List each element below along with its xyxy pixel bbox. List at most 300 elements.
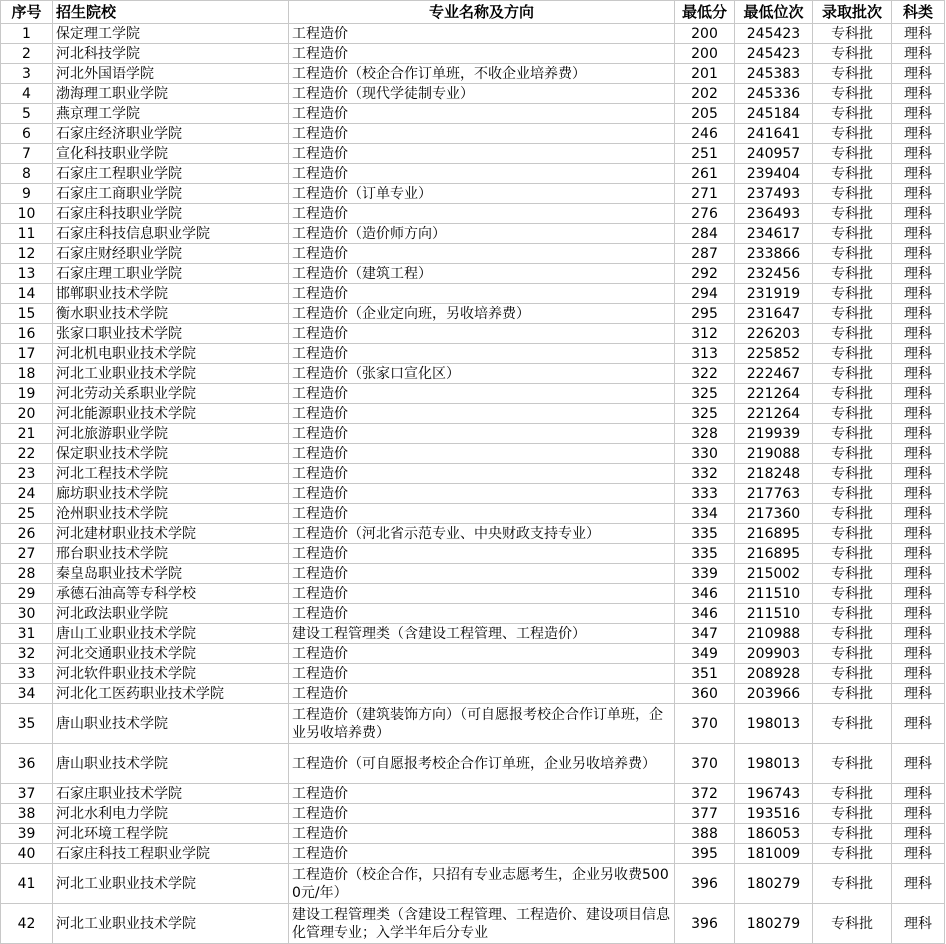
cell-batch: 专科批 bbox=[813, 224, 892, 244]
cell-min-rank: 217360 bbox=[735, 504, 813, 524]
cell-batch: 专科批 bbox=[813, 664, 892, 684]
cell-major: 工程造价（建筑工程） bbox=[289, 264, 675, 284]
table-header bbox=[1, 1, 945, 24]
table-row bbox=[1, 264, 945, 284]
cell-min-rank: 211510 bbox=[735, 604, 813, 624]
cell-min-score: 396 bbox=[675, 904, 735, 944]
cell-index: 9 bbox=[1, 184, 53, 204]
cell-category: 理科 bbox=[892, 744, 945, 784]
cell-min-rank: 218248 bbox=[735, 464, 813, 484]
table-row bbox=[1, 124, 945, 144]
cell-index: 27 bbox=[1, 544, 53, 564]
cell-school: 河北劳动关系职业学院 bbox=[53, 384, 289, 404]
table-row bbox=[1, 364, 945, 384]
table-row bbox=[1, 564, 945, 584]
cell-category: 理科 bbox=[892, 224, 945, 244]
cell-batch: 专科批 bbox=[813, 464, 892, 484]
cell-major: 工程造价（校企合作订单班，不收企业培养费） bbox=[289, 64, 675, 84]
cell-school: 河北水利电力学院 bbox=[53, 804, 289, 824]
cell-min-rank: 245336 bbox=[735, 84, 813, 104]
cell-index: 26 bbox=[1, 524, 53, 544]
cell-major: 工程造价 bbox=[289, 824, 675, 844]
cell-school: 承德石油高等专科学校 bbox=[53, 584, 289, 604]
cell-min-score: 294 bbox=[675, 284, 735, 304]
cell-batch: 专科批 bbox=[813, 364, 892, 384]
cell-index: 5 bbox=[1, 104, 53, 124]
cell-category: 理科 bbox=[892, 684, 945, 704]
header-school: 招生院校 bbox=[53, 1, 289, 24]
cell-index: 40 bbox=[1, 844, 53, 864]
table-row bbox=[1, 704, 945, 744]
table-row bbox=[1, 184, 945, 204]
cell-major: 工程造价 bbox=[289, 424, 675, 444]
cell-min-score: 276 bbox=[675, 204, 735, 224]
cell-min-score: 261 bbox=[675, 164, 735, 184]
cell-batch: 专科批 bbox=[813, 424, 892, 444]
cell-batch: 专科批 bbox=[813, 24, 892, 44]
table-row bbox=[1, 44, 945, 64]
cell-category: 理科 bbox=[892, 604, 945, 624]
cell-min-score: 325 bbox=[675, 404, 735, 424]
cell-major: 建设工程管理类（含建设工程管理、工程造价） bbox=[289, 624, 675, 644]
cell-min-score: 335 bbox=[675, 524, 735, 544]
cell-batch: 专科批 bbox=[813, 44, 892, 64]
table-row bbox=[1, 684, 945, 704]
cell-major: 工程造价 bbox=[289, 464, 675, 484]
cell-batch: 专科批 bbox=[813, 744, 892, 784]
cell-min-score: 251 bbox=[675, 144, 735, 164]
cell-min-rank: 219088 bbox=[735, 444, 813, 464]
table-row bbox=[1, 304, 945, 324]
cell-school: 石家庄财经职业学院 bbox=[53, 244, 289, 264]
cell-min-score: 200 bbox=[675, 24, 735, 44]
cell-index: 18 bbox=[1, 364, 53, 384]
cell-school: 河北工业职业技术学院 bbox=[53, 364, 289, 384]
cell-school: 河北工业职业技术学院 bbox=[53, 904, 289, 944]
cell-category: 理科 bbox=[892, 544, 945, 564]
cell-min-rank: 240957 bbox=[735, 144, 813, 164]
cell-major: 工程造价 bbox=[289, 24, 675, 44]
cell-batch: 专科批 bbox=[813, 484, 892, 504]
cell-major: 工程造价（现代学徒制专业） bbox=[289, 84, 675, 104]
table-row bbox=[1, 664, 945, 684]
cell-major: 工程造价 bbox=[289, 844, 675, 864]
cell-school: 张家口职业技术学院 bbox=[53, 324, 289, 344]
cell-school: 河北工业职业技术学院 bbox=[53, 864, 289, 904]
cell-index: 22 bbox=[1, 444, 53, 464]
cell-school: 河北交通职业技术学院 bbox=[53, 644, 289, 664]
cell-batch: 专科批 bbox=[813, 104, 892, 124]
cell-major: 工程造价（订单专业） bbox=[289, 184, 675, 204]
cell-batch: 专科批 bbox=[813, 504, 892, 524]
table-row bbox=[1, 824, 945, 844]
cell-category: 理科 bbox=[892, 704, 945, 744]
cell-major: 建设工程管理类（含建设工程管理、工程造价、建设项目信息化管理专业；入学半年后分专业 bbox=[289, 904, 675, 944]
header-batch: 录取批次 bbox=[813, 1, 892, 24]
cell-batch: 专科批 bbox=[813, 124, 892, 144]
cell-category: 理科 bbox=[892, 124, 945, 144]
cell-min-rank: 221264 bbox=[735, 384, 813, 404]
cell-min-rank: 216895 bbox=[735, 544, 813, 564]
cell-major: 工程造价（可自愿报考校企合作订单班，企业另收培养费） bbox=[289, 744, 675, 784]
cell-major: 工程造价（企业定向班，另收培养费） bbox=[289, 304, 675, 324]
cell-min-rank: 180279 bbox=[735, 864, 813, 904]
cell-school: 燕京理工学院 bbox=[53, 104, 289, 124]
cell-min-rank: 245423 bbox=[735, 24, 813, 44]
cell-school: 石家庄经济职业学院 bbox=[53, 124, 289, 144]
cell-min-score: 349 bbox=[675, 644, 735, 664]
cell-min-rank: 210988 bbox=[735, 624, 813, 644]
table-row bbox=[1, 844, 945, 864]
cell-school: 石家庄科技工程职业学院 bbox=[53, 844, 289, 864]
table-row bbox=[1, 644, 945, 664]
cell-index: 13 bbox=[1, 264, 53, 284]
table-row bbox=[1, 204, 945, 224]
cell-category: 理科 bbox=[892, 904, 945, 944]
cell-min-rank: 233866 bbox=[735, 244, 813, 264]
cell-category: 理科 bbox=[892, 524, 945, 544]
cell-school: 渤海理工职业学院 bbox=[53, 84, 289, 104]
cell-category: 理科 bbox=[892, 104, 945, 124]
cell-category: 理科 bbox=[892, 484, 945, 504]
cell-min-score: 346 bbox=[675, 584, 735, 604]
cell-index: 17 bbox=[1, 344, 53, 364]
cell-min-score: 370 bbox=[675, 744, 735, 784]
cell-category: 理科 bbox=[892, 324, 945, 344]
cell-major: 工程造价 bbox=[289, 644, 675, 664]
cell-batch: 专科批 bbox=[813, 164, 892, 184]
cell-major: 工程造价 bbox=[289, 104, 675, 124]
cell-index: 7 bbox=[1, 144, 53, 164]
cell-min-rank: 226203 bbox=[735, 324, 813, 344]
cell-category: 理科 bbox=[892, 824, 945, 844]
cell-min-rank: 211510 bbox=[735, 584, 813, 604]
cell-index: 25 bbox=[1, 504, 53, 524]
cell-min-rank: 217763 bbox=[735, 484, 813, 504]
cell-major: 工程造价 bbox=[289, 404, 675, 424]
cell-min-rank: 239404 bbox=[735, 164, 813, 184]
table-row bbox=[1, 164, 945, 184]
cell-batch: 专科批 bbox=[813, 184, 892, 204]
cell-min-rank: 193516 bbox=[735, 804, 813, 824]
cell-school: 河北建材职业技术学院 bbox=[53, 524, 289, 544]
table-row bbox=[1, 384, 945, 404]
cell-category: 理科 bbox=[892, 44, 945, 64]
cell-index: 36 bbox=[1, 744, 53, 784]
cell-index: 34 bbox=[1, 684, 53, 704]
cell-min-rank: 209903 bbox=[735, 644, 813, 664]
cell-batch: 专科批 bbox=[813, 544, 892, 564]
cell-min-score: 334 bbox=[675, 504, 735, 524]
cell-major: 工程造价 bbox=[289, 664, 675, 684]
cell-major: 工程造价（张家口宣化区） bbox=[289, 364, 675, 384]
cell-min-rank: 232456 bbox=[735, 264, 813, 284]
cell-min-score: 271 bbox=[675, 184, 735, 204]
cell-major: 工程造价 bbox=[289, 144, 675, 164]
cell-index: 29 bbox=[1, 584, 53, 604]
cell-major: 工程造价 bbox=[289, 324, 675, 344]
cell-category: 理科 bbox=[892, 444, 945, 464]
cell-min-rank: 181009 bbox=[735, 844, 813, 864]
table-row bbox=[1, 484, 945, 504]
cell-batch: 专科批 bbox=[813, 784, 892, 804]
cell-batch: 专科批 bbox=[813, 324, 892, 344]
cell-category: 理科 bbox=[892, 144, 945, 164]
cell-batch: 专科批 bbox=[813, 804, 892, 824]
cell-batch: 专科批 bbox=[813, 644, 892, 664]
cell-major: 工程造价 bbox=[289, 784, 675, 804]
cell-index: 8 bbox=[1, 164, 53, 184]
cell-major: 工程造价 bbox=[289, 284, 675, 304]
cell-major: 工程造价 bbox=[289, 504, 675, 524]
cell-index: 32 bbox=[1, 644, 53, 664]
cell-min-score: 295 bbox=[675, 304, 735, 324]
cell-min-score: 395 bbox=[675, 844, 735, 864]
cell-school: 邢台职业技术学院 bbox=[53, 544, 289, 564]
cell-major: 工程造价 bbox=[289, 804, 675, 824]
cell-min-rank: 198013 bbox=[735, 744, 813, 784]
table-row bbox=[1, 424, 945, 444]
cell-major: 工程造价 bbox=[289, 384, 675, 404]
cell-min-rank: 245423 bbox=[735, 44, 813, 64]
cell-min-rank: 221264 bbox=[735, 404, 813, 424]
cell-category: 理科 bbox=[892, 804, 945, 824]
cell-category: 理科 bbox=[892, 784, 945, 804]
cell-min-score: 351 bbox=[675, 664, 735, 684]
cell-index: 3 bbox=[1, 64, 53, 84]
cell-min-rank: 241641 bbox=[735, 124, 813, 144]
cell-batch: 专科批 bbox=[813, 344, 892, 364]
cell-min-score: 339 bbox=[675, 564, 735, 584]
cell-min-rank: 222467 bbox=[735, 364, 813, 384]
table-row bbox=[1, 544, 945, 564]
cell-index: 15 bbox=[1, 304, 53, 324]
cell-min-rank: 245383 bbox=[735, 64, 813, 84]
cell-school: 唐山职业技术学院 bbox=[53, 704, 289, 744]
cell-min-score: 328 bbox=[675, 424, 735, 444]
cell-min-score: 347 bbox=[675, 624, 735, 644]
cell-index: 23 bbox=[1, 464, 53, 484]
cell-min-rank: 203966 bbox=[735, 684, 813, 704]
cell-school: 河北科技学院 bbox=[53, 44, 289, 64]
cell-major: 工程造价 bbox=[289, 244, 675, 264]
table-row bbox=[1, 224, 945, 244]
cell-index: 30 bbox=[1, 604, 53, 624]
cell-school: 石家庄工程职业学院 bbox=[53, 164, 289, 184]
cell-batch: 专科批 bbox=[813, 84, 892, 104]
cell-school: 衡水职业技术学院 bbox=[53, 304, 289, 324]
header-row bbox=[1, 1, 945, 24]
cell-batch: 专科批 bbox=[813, 304, 892, 324]
cell-min-score: 333 bbox=[675, 484, 735, 504]
cell-school: 河北化工医药职业技术学院 bbox=[53, 684, 289, 704]
cell-major: 工程造价 bbox=[289, 204, 675, 224]
cell-batch: 专科批 bbox=[813, 684, 892, 704]
cell-school: 保定职业技术学院 bbox=[53, 444, 289, 464]
table-row bbox=[1, 604, 945, 624]
cell-batch: 专科批 bbox=[813, 444, 892, 464]
cell-batch: 专科批 bbox=[813, 524, 892, 544]
cell-min-score: 360 bbox=[675, 684, 735, 704]
header-major: 专业名称及方向 bbox=[289, 1, 675, 24]
cell-min-score: 292 bbox=[675, 264, 735, 284]
cell-category: 理科 bbox=[892, 844, 945, 864]
cell-index: 31 bbox=[1, 624, 53, 644]
cell-category: 理科 bbox=[892, 344, 945, 364]
cell-major: 工程造价（建筑装饰方向）（可自愿报考校企合作订单班，企业另收培养费） bbox=[289, 704, 675, 744]
cell-min-rank: 180279 bbox=[735, 904, 813, 944]
cell-min-rank: 186053 bbox=[735, 824, 813, 844]
cell-batch: 专科批 bbox=[813, 704, 892, 744]
cell-index: 39 bbox=[1, 824, 53, 844]
cell-school: 石家庄理工职业学院 bbox=[53, 264, 289, 284]
cell-major: 工程造价 bbox=[289, 564, 675, 584]
cell-min-rank: 231647 bbox=[735, 304, 813, 324]
cell-batch: 专科批 bbox=[813, 264, 892, 284]
table-row bbox=[1, 784, 945, 804]
cell-batch: 专科批 bbox=[813, 584, 892, 604]
cell-batch: 专科批 bbox=[813, 144, 892, 164]
cell-index: 19 bbox=[1, 384, 53, 404]
cell-min-score: 313 bbox=[675, 344, 735, 364]
cell-school: 石家庄科技信息职业学院 bbox=[53, 224, 289, 244]
cell-min-score: 322 bbox=[675, 364, 735, 384]
cell-category: 理科 bbox=[892, 644, 945, 664]
cell-category: 理科 bbox=[892, 504, 945, 524]
table-row bbox=[1, 104, 945, 124]
cell-index: 21 bbox=[1, 424, 53, 444]
cell-index: 10 bbox=[1, 204, 53, 224]
cell-min-score: 201 bbox=[675, 64, 735, 84]
header-category: 科类 bbox=[892, 1, 945, 24]
cell-school: 沧州职业技术学院 bbox=[53, 504, 289, 524]
cell-major: 工程造价 bbox=[289, 684, 675, 704]
cell-category: 理科 bbox=[892, 424, 945, 444]
cell-batch: 专科批 bbox=[813, 864, 892, 904]
cell-index: 37 bbox=[1, 784, 53, 804]
cell-min-rank: 219939 bbox=[735, 424, 813, 444]
cell-min-rank: 234617 bbox=[735, 224, 813, 244]
cell-category: 理科 bbox=[892, 304, 945, 324]
cell-min-rank: 216895 bbox=[735, 524, 813, 544]
table-row bbox=[1, 464, 945, 484]
cell-category: 理科 bbox=[892, 264, 945, 284]
cell-index: 4 bbox=[1, 84, 53, 104]
cell-min-rank: 208928 bbox=[735, 664, 813, 684]
table-row bbox=[1, 864, 945, 904]
cell-school: 河北软件职业技术学院 bbox=[53, 664, 289, 684]
cell-major: 工程造价（造价师方向） bbox=[289, 224, 675, 244]
cell-category: 理科 bbox=[892, 284, 945, 304]
cell-major: 工程造价 bbox=[289, 164, 675, 184]
cell-category: 理科 bbox=[892, 584, 945, 604]
cell-min-score: 202 bbox=[675, 84, 735, 104]
header-index: 序号 bbox=[1, 1, 53, 24]
cell-min-score: 332 bbox=[675, 464, 735, 484]
cell-major: 工程造价 bbox=[289, 124, 675, 144]
cell-min-rank: 198013 bbox=[735, 704, 813, 744]
cell-index: 11 bbox=[1, 224, 53, 244]
cell-major: 工程造价 bbox=[289, 544, 675, 564]
cell-category: 理科 bbox=[892, 564, 945, 584]
cell-index: 24 bbox=[1, 484, 53, 504]
cell-min-score: 372 bbox=[675, 784, 735, 804]
table-row bbox=[1, 624, 945, 644]
cell-index: 41 bbox=[1, 864, 53, 904]
header-min-rank: 最低位次 bbox=[735, 1, 813, 24]
table-row bbox=[1, 504, 945, 524]
cell-major: 工程造价（校企合作，只招有专业志愿考生，企业另收费5000元/年） bbox=[289, 864, 675, 904]
table-row bbox=[1, 144, 945, 164]
cell-index: 6 bbox=[1, 124, 53, 144]
cell-school: 河北政法职业学院 bbox=[53, 604, 289, 624]
cell-school: 河北机电职业技术学院 bbox=[53, 344, 289, 364]
cell-batch: 专科批 bbox=[813, 824, 892, 844]
cell-min-score: 346 bbox=[675, 604, 735, 624]
cell-min-rank: 231919 bbox=[735, 284, 813, 304]
cell-batch: 专科批 bbox=[813, 284, 892, 304]
table-row bbox=[1, 524, 945, 544]
table-row bbox=[1, 344, 945, 364]
cell-min-score: 287 bbox=[675, 244, 735, 264]
cell-batch: 专科批 bbox=[813, 404, 892, 424]
cell-batch: 专科批 bbox=[813, 64, 892, 84]
cell-batch: 专科批 bbox=[813, 844, 892, 864]
table-row bbox=[1, 244, 945, 264]
table-row bbox=[1, 24, 945, 44]
cell-index: 28 bbox=[1, 564, 53, 584]
cell-index: 16 bbox=[1, 324, 53, 344]
cell-major: 工程造价（河北省示范专业、中央财政支持专业） bbox=[289, 524, 675, 544]
cell-major: 工程造价 bbox=[289, 604, 675, 624]
cell-school: 宣化科技职业学院 bbox=[53, 144, 289, 164]
cell-min-rank: 225852 bbox=[735, 344, 813, 364]
cell-min-score: 205 bbox=[675, 104, 735, 124]
cell-school: 保定理工学院 bbox=[53, 24, 289, 44]
cell-school: 廊坊职业技术学院 bbox=[53, 484, 289, 504]
cell-category: 理科 bbox=[892, 864, 945, 904]
cell-category: 理科 bbox=[892, 664, 945, 684]
cell-category: 理科 bbox=[892, 164, 945, 184]
cell-school: 河北环境工程学院 bbox=[53, 824, 289, 844]
header-min-score: 最低分 bbox=[675, 1, 735, 24]
cell-school: 河北能源职业技术学院 bbox=[53, 404, 289, 424]
cell-batch: 专科批 bbox=[813, 564, 892, 584]
cell-category: 理科 bbox=[892, 84, 945, 104]
table-row bbox=[1, 324, 945, 344]
cell-min-score: 200 bbox=[675, 44, 735, 64]
cell-major: 工程造价 bbox=[289, 44, 675, 64]
cell-category: 理科 bbox=[892, 244, 945, 264]
cell-index: 35 bbox=[1, 704, 53, 744]
cell-category: 理科 bbox=[892, 464, 945, 484]
table-row bbox=[1, 904, 945, 944]
cell-batch: 专科批 bbox=[813, 624, 892, 644]
cell-category: 理科 bbox=[892, 384, 945, 404]
cell-school: 石家庄科技职业学院 bbox=[53, 204, 289, 224]
cell-category: 理科 bbox=[892, 24, 945, 44]
table-row bbox=[1, 584, 945, 604]
cell-min-score: 284 bbox=[675, 224, 735, 244]
cell-min-score: 370 bbox=[675, 704, 735, 744]
cell-school: 石家庄工商职业学院 bbox=[53, 184, 289, 204]
cell-index: 2 bbox=[1, 44, 53, 64]
cell-min-score: 330 bbox=[675, 444, 735, 464]
cell-min-rank: 215002 bbox=[735, 564, 813, 584]
cell-major: 工程造价 bbox=[289, 344, 675, 364]
cell-index: 12 bbox=[1, 244, 53, 264]
cell-index: 42 bbox=[1, 904, 53, 944]
